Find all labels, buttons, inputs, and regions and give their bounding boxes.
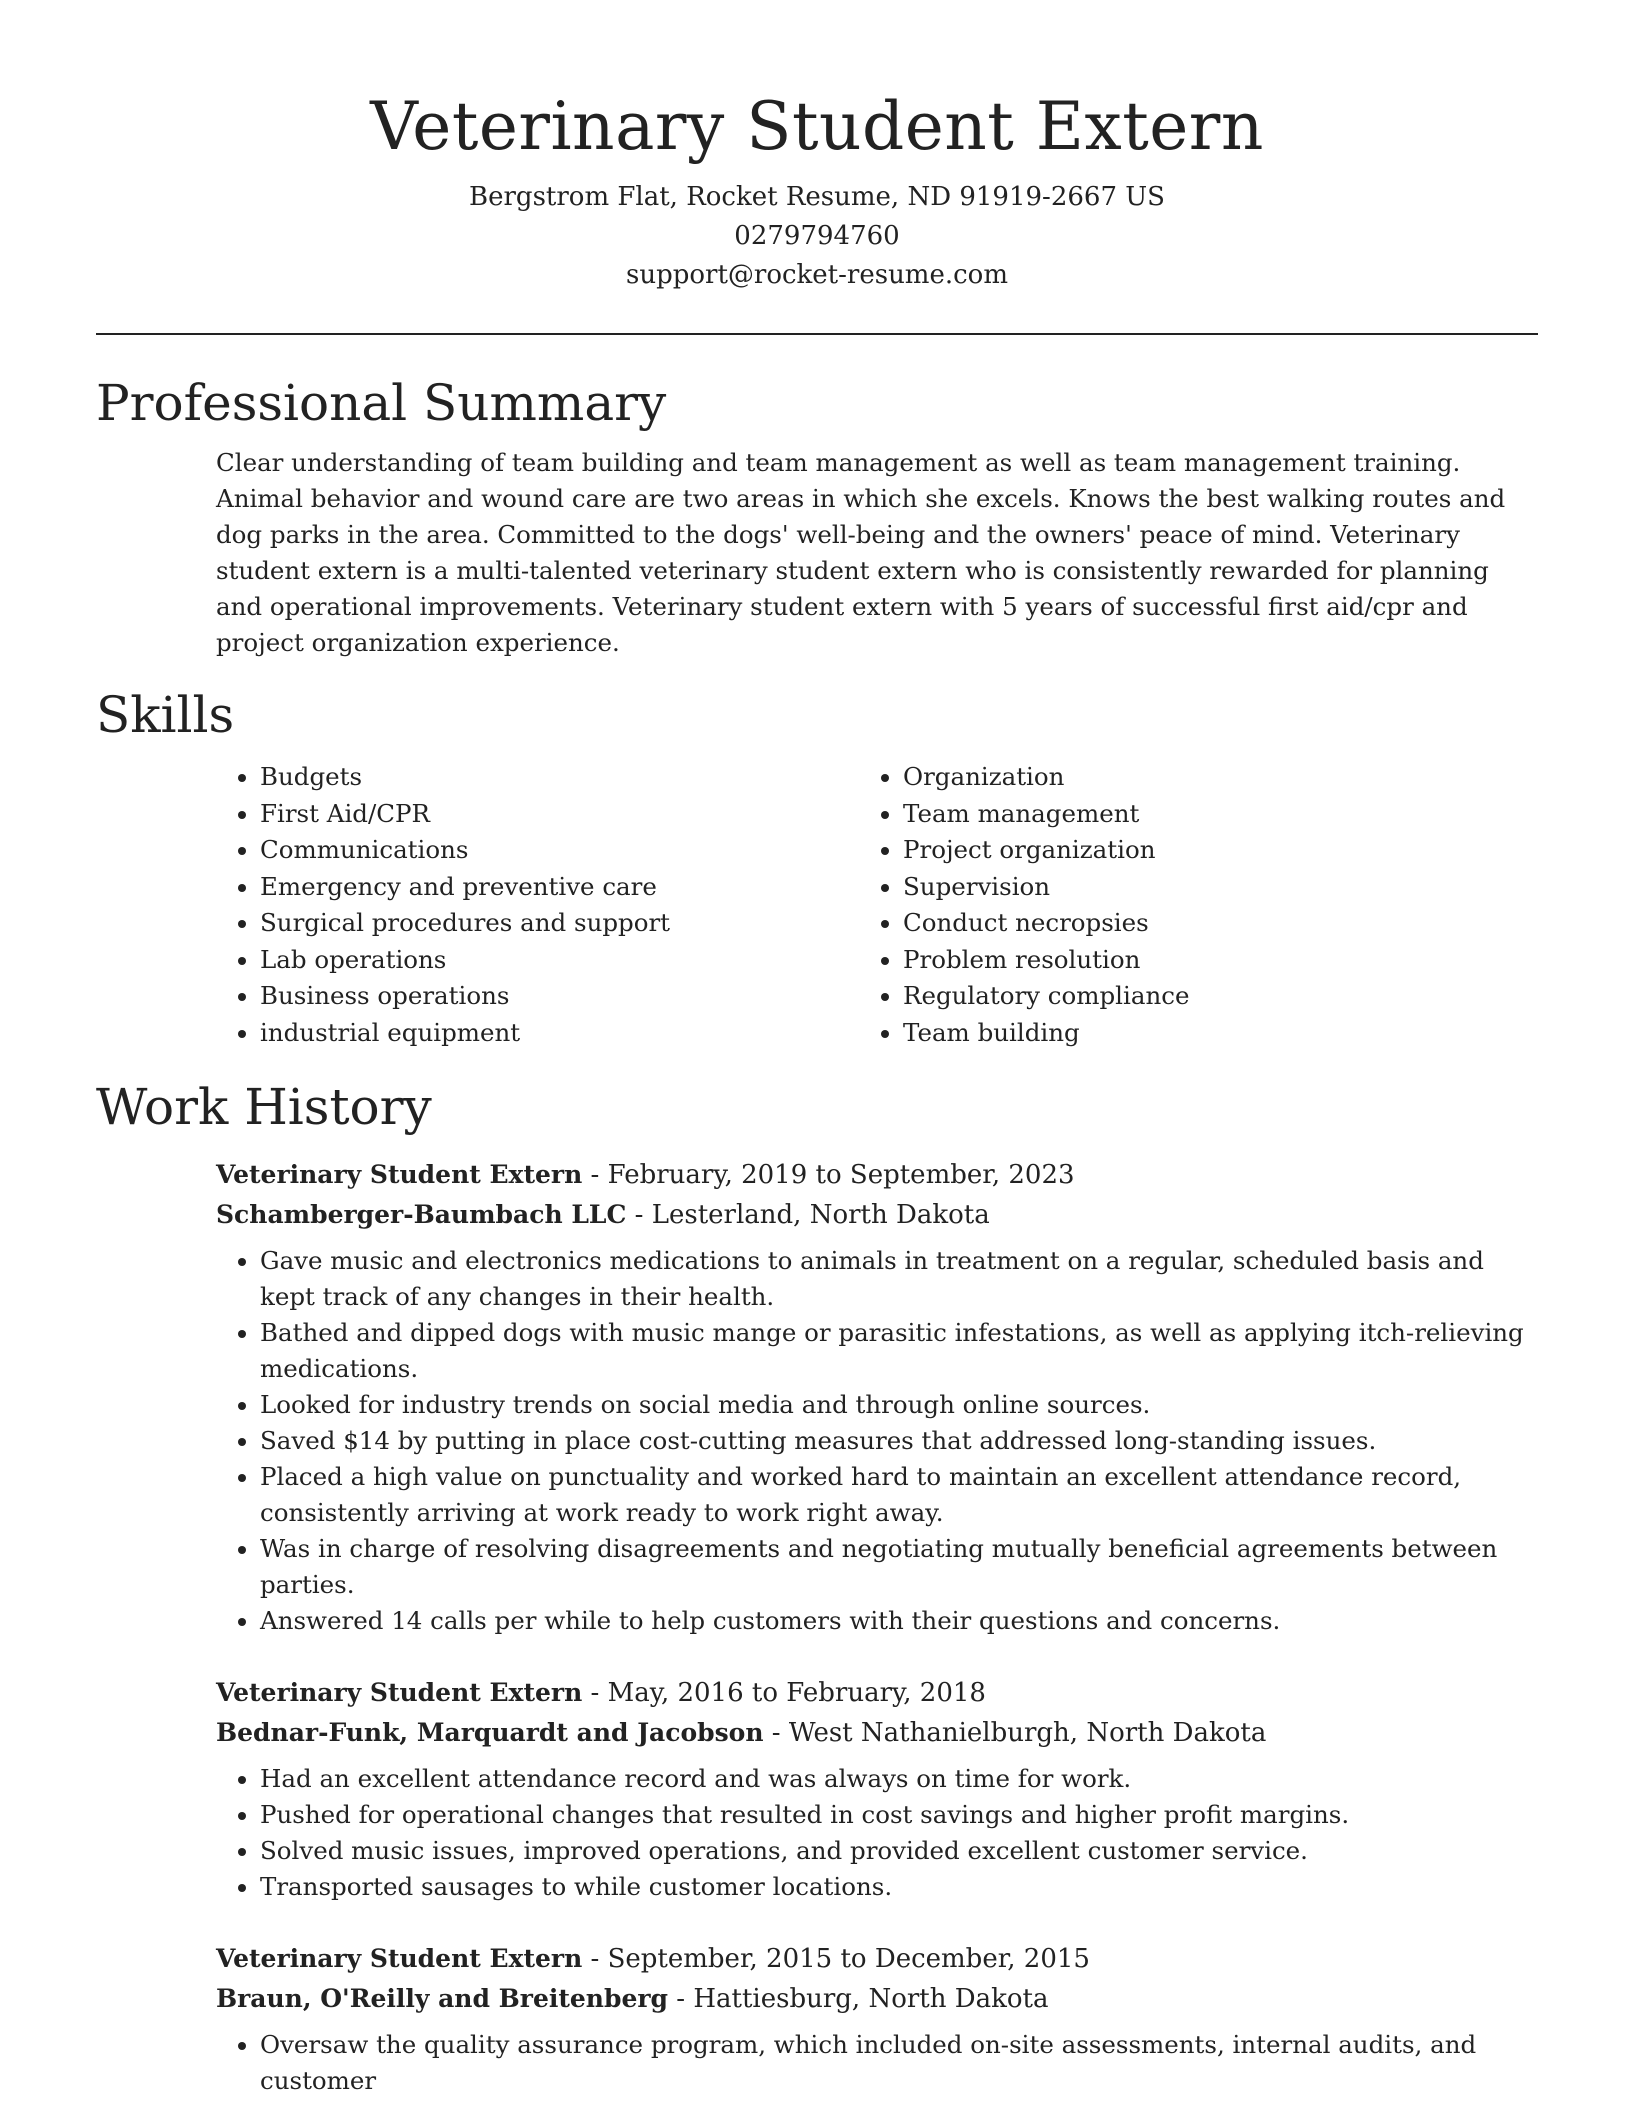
summary-text: Clear understanding of team building and team management as well as team management training. Animal behavior and wound care are two areas in which she excels. Knows the best walking routes and dog parks in the area. Committed to the dogs' well-being and the owners' peace of mind. Veterinary student extern is a multi-talented veterinary student extern who is consistently rewarded for planning and operational improvements. Veterinary student extern with 5 years of successful first aid/cpr and project organization experience. — [216, 448, 1506, 657]
job-dates: - May, 2016 to February, 2018 — [582, 1678, 986, 1708]
skill-item: • Supervision — [903, 869, 1393, 906]
job-company-line — [216, 1713, 1538, 1753]
job-company-line — [216, 1195, 1538, 1235]
skill-item: • Regulatory compliance — [903, 978, 1393, 1015]
skills-heading: Skills — [96, 686, 235, 744]
job-company: Bednar-Funk, Marquardt and Jacobson — [216, 1718, 764, 1747]
skill-item: • Lab operations — [260, 942, 750, 979]
job-duty: • Oversaw the quality assurance program, which included on-site assessments, internal audits, and customer — [260, 2027, 1538, 2099]
header-divider — [96, 333, 1538, 335]
candidate-name: Veterinary Student Extern — [370, 88, 1264, 165]
skill-item: • Conduct necropsies — [903, 905, 1393, 942]
job-duty: • Pushed for operational changes that resulted in cost savings and higher profit margins. — [260, 1797, 1538, 1833]
job-location: - Hattiesburg, North Dakota — [668, 1984, 1049, 2014]
job-position: Veterinary Student Extern — [216, 1160, 583, 1189]
job-entry — [216, 1939, 1538, 2099]
job-duty: • Had an excellent attendance record and was always on time for work. — [260, 1761, 1538, 1797]
work-history-heading: Work History — [96, 1078, 432, 1136]
contact-info — [96, 178, 1538, 295]
skills-column-left — [96, 759, 750, 1051]
skill-item: • Organization — [903, 759, 1393, 796]
job-company: Braun, O'Reilly and Breitenberg — [216, 1984, 669, 2013]
skill-item: • Emergency and preventive care — [260, 869, 750, 906]
address: Bergstrom Flat, Rocket Resume, ND 91919-2667 US — [469, 182, 1165, 212]
job-duty: • Placed a high value on punctuality and worked hard to maintain an excellent attendance record, consistently arriving at work ready to work right away. — [260, 1459, 1538, 1531]
job-dates: - September, 2015 to December, 2015 — [582, 1944, 1090, 1974]
phone-number: 0279794760 — [734, 221, 900, 251]
job-title-line — [216, 1673, 1538, 1713]
skill-item: • Business operations — [260, 978, 750, 1015]
job-title-line — [216, 1155, 1538, 1195]
skill-item: • Team management — [903, 796, 1393, 833]
skill-item: • Project organization — [903, 832, 1393, 869]
job-duty: • Gave music and electronics medications to animals in treatment on a regular, scheduled basis and kept track of any changes in their health. — [260, 1243, 1538, 1315]
job-duty: • Bathed and dipped dogs with music mange or parasitic infestations, as well as applying itch-relieving medications. — [260, 1315, 1538, 1387]
job-company-line — [216, 1979, 1538, 2019]
skills-list — [96, 759, 1538, 1051]
job-position: Veterinary Student Extern — [216, 1678, 583, 1707]
skill-item: • Team building — [903, 1015, 1393, 1052]
job-duty: • Solved music issues, improved operations, and provided excellent customer service. — [260, 1833, 1538, 1869]
resume-page — [96, 0, 1538, 2099]
job-location: - Lesterland, North Dakota — [626, 1200, 990, 1230]
job-duty: • Looked for industry trends on social media and through online sources. — [260, 1387, 1538, 1423]
job-duties — [216, 2027, 1538, 2099]
email-address: support@rocket-resume.com — [625, 260, 1008, 290]
job-duties — [216, 1761, 1538, 1905]
skill-item: • Budgets — [260, 759, 750, 796]
skill-item: • Problem resolution — [903, 942, 1393, 979]
job-entry — [216, 1155, 1538, 1639]
job-duty: • Answered 14 calls per while to help customers with their questions and concerns. — [260, 1603, 1538, 1639]
resume-header — [96, 0, 1538, 295]
job-position: Veterinary Student Extern — [216, 1944, 583, 1973]
skill-item: • industrial equipment — [260, 1015, 750, 1052]
job-duty: • Saved $14 by putting in place cost-cutting measures that addressed long-standing issues. — [260, 1423, 1538, 1459]
job-dates: - February, 2019 to September, 2023 — [582, 1160, 1075, 1190]
job-location: - West Nathanielburgh, North Dakota — [763, 1718, 1267, 1748]
job-company: Schamberger-Baumbach LLC — [216, 1200, 627, 1229]
job-entry — [216, 1673, 1538, 1905]
job-duties — [216, 1243, 1538, 1639]
job-duty: • Transported sausages to while customer locations. — [260, 1869, 1538, 1905]
skill-item: • Surgical procedures and support — [260, 905, 750, 942]
skill-item: • Communications — [260, 832, 750, 869]
skills-column-right — [750, 759, 1393, 1051]
job-duty: • Was in charge of resolving disagreements and negotiating mutually beneficial agreements between parties. — [260, 1531, 1538, 1603]
job-title-line — [216, 1939, 1538, 1979]
summary-heading: Professional Summary — [96, 374, 667, 432]
skill-item: • First Aid/CPR — [260, 796, 750, 833]
